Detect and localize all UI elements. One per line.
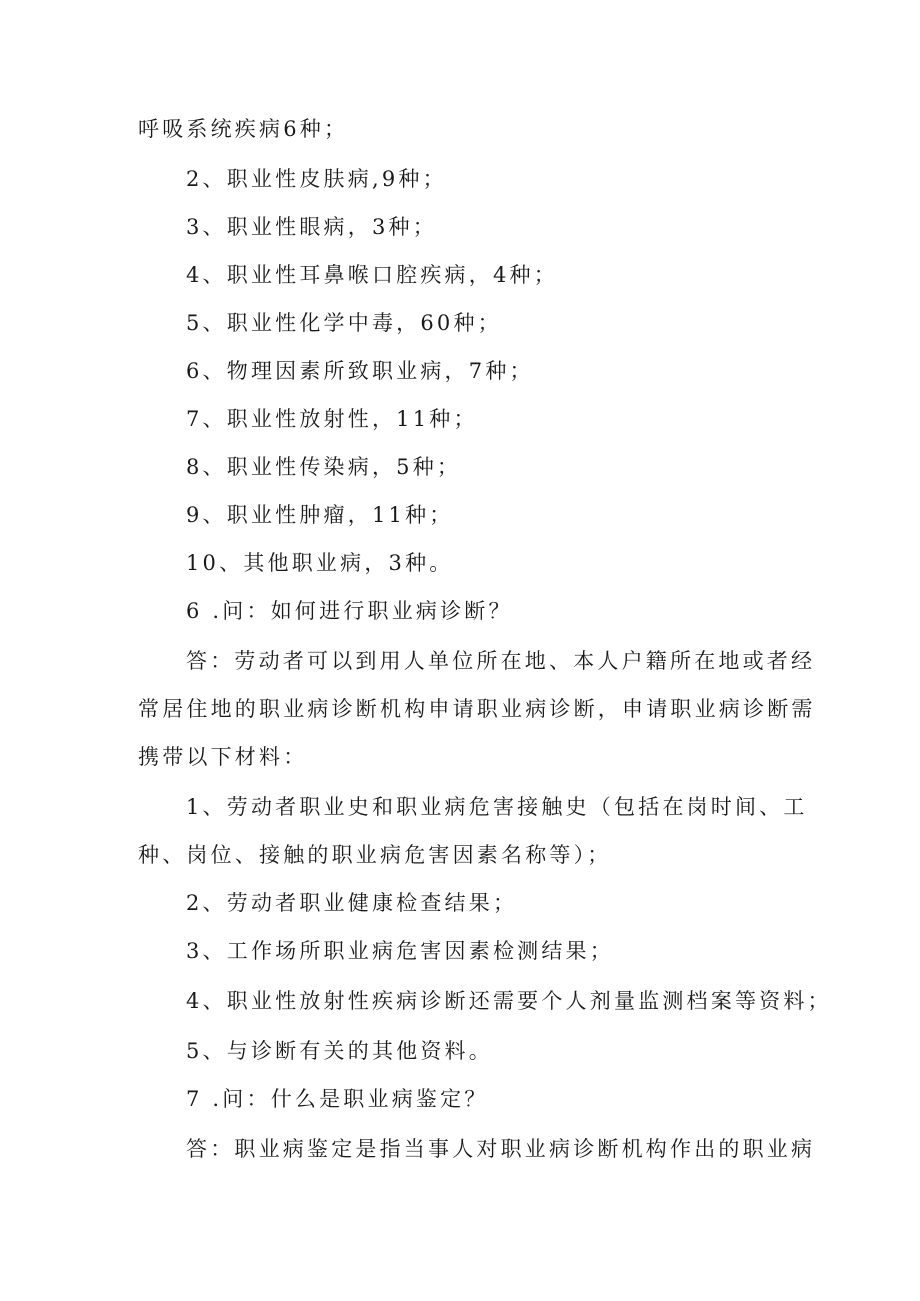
material-item-3: 3、工作场所职业病危害因素检测结果； (186, 939, 614, 963)
list-item-5: 5、职业性化学中毒，60种； (186, 311, 502, 335)
list-item-8: 8、职业性传染病，5种； (186, 455, 462, 479)
list-item-4: 4、职业性耳鼻喉口腔疾病，4种； (186, 263, 558, 287)
answer-6-line-3: 携带以下材料： (138, 745, 308, 769)
material-item-1-line-2: 种、岗位、接触的职业病危害因素名称等）； (138, 843, 612, 867)
text-line-1: 呼吸系统疾病6种； (138, 117, 349, 141)
question-7: 7 .问：什么是职业病鉴定？ (186, 1087, 489, 1111)
answer-6-line-2: 常居住地的职业病诊断机构申请职业病诊断，申请职业病诊断需 (138, 697, 816, 721)
list-item-9: 9、职业性肿瘤，11种； (186, 503, 454, 527)
answer-6-line-1: 答：劳动者可以到用人单位所在地、本人户籍所在地或者经 (186, 649, 816, 673)
answer-7-line-1: 答：职业病鉴定是指当事人对职业病诊断机构作出的职业病 (186, 1137, 816, 1161)
list-item-10: 10、其他职业病，3种。 (186, 551, 454, 575)
list-item-3: 3、职业性眼病，3种； (186, 215, 437, 239)
list-item-6: 6、物理因素所致职业病，7种； (186, 359, 534, 383)
material-item-4: 4、职业性放射性疾病诊断还需要个人剂量监测档案等资料； (186, 989, 832, 1013)
material-item-5: 5、与诊断有关的其他资料。 (186, 1039, 493, 1063)
material-item-1-line-1: 1、劳动者职业史和职业病危害接触史（包括在岗时间、工 (186, 795, 808, 819)
material-item-2: 2、劳动者职业健康检查结果； (186, 891, 518, 915)
question-6: 6 .问：如何进行职业病诊断？ (186, 599, 513, 623)
list-item-2: 2、职业性皮肤病,9种； (186, 167, 447, 191)
list-item-7: 7、职业性放射性，11种； (186, 407, 478, 431)
